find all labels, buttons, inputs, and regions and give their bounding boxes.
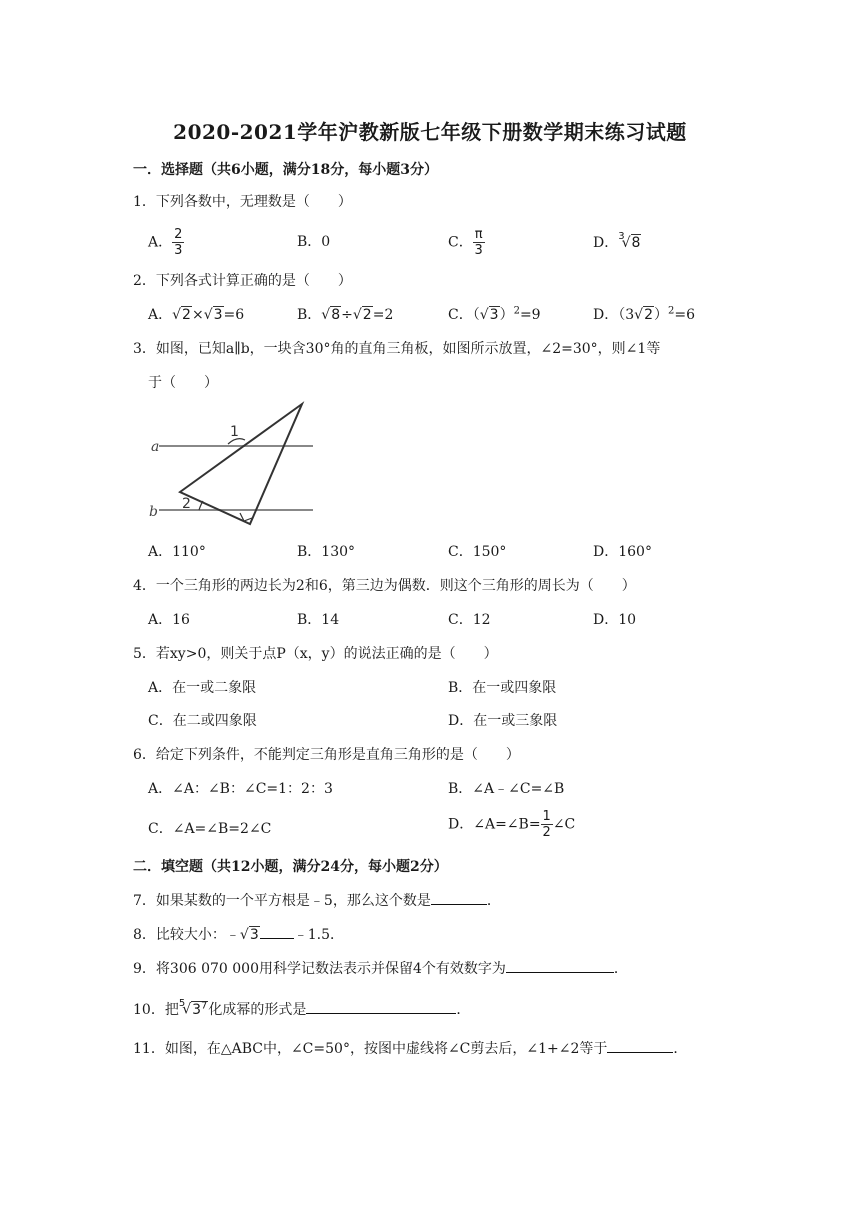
fraction: [541, 810, 553, 839]
denominator: 3: [474, 243, 483, 258]
question-text: 10．把: [133, 1002, 179, 1018]
q4-option-b[interactable]: B．14: [297, 612, 340, 628]
numerator: π: [474, 227, 483, 242]
option-label: C．（: [448, 307, 480, 323]
result: =9: [519, 307, 541, 323]
exponent: 7: [201, 1000, 208, 1012]
denominator: 2: [542, 825, 551, 840]
question-text: 7．如果某数的一个平方根是﹣5，那么这个数是: [133, 893, 431, 909]
exponent: 2: [667, 305, 675, 317]
q1-option-a[interactable]: [148, 228, 184, 257]
radical: √3: [479, 307, 499, 323]
question-text: 8．比较大小：﹣: [133, 927, 240, 943]
option-label: D．（3: [593, 307, 635, 323]
radicand: 2: [362, 307, 372, 323]
answer-blank[interactable]: [431, 890, 487, 905]
answer-blank[interactable]: [506, 958, 614, 973]
option-label: B．: [297, 307, 322, 323]
base: 3: [192, 1002, 202, 1018]
q1-option-b[interactable]: B．0: [297, 234, 331, 250]
operator: ×: [191, 307, 204, 323]
result: =2: [372, 307, 394, 323]
angle-c: ∠C: [552, 816, 576, 833]
question-3-stem-line2: 于（ ）: [148, 375, 218, 391]
q5-option-d[interactable]: D．在一或三象限: [448, 713, 558, 729]
period: ．: [673, 1041, 688, 1057]
numerator: 2: [174, 227, 183, 242]
question-4-stem: 4．一个三角形的两边长为2和6，第三边为偶数．则这个三角形的周长为（ ）: [133, 578, 636, 594]
question-text: 9．将306 070 000用科学记数法表示并保留4个有效数字为: [133, 961, 506, 977]
option-label: A．: [148, 234, 173, 251]
radicand: 8: [631, 235, 641, 251]
option-label: A．: [148, 307, 173, 323]
question-3-stem-line1: 3．如图，已知a∥b，一块含30°角的直角三角板，如图所示放置，∠2=30°，则∠1等: [133, 341, 661, 357]
q3-option-c[interactable]: C．150°: [448, 544, 507, 560]
q4-option-d[interactable]: D．10: [593, 612, 637, 628]
q6-option-d[interactable]: [448, 810, 575, 839]
label-b: b: [149, 504, 158, 520]
label-a: a: [151, 439, 160, 455]
paren: ）: [653, 307, 668, 323]
radicand: [191, 1001, 208, 1018]
q3-figure: [145, 400, 325, 530]
question-6-stem: 6．给定下列条件，不能判定三角形是直角三角形的是（ ）: [133, 747, 520, 763]
question-7: [133, 890, 501, 910]
radicand: 3: [489, 307, 499, 323]
q3-option-d[interactable]: D．160°: [593, 544, 652, 560]
radical: √2: [634, 307, 653, 323]
period: ．: [486, 893, 501, 909]
question-text: 11．如图，在△ABC中，∠C=50°，按图中虚线将∠C剪去后，∠1+∠2等于: [133, 1041, 608, 1057]
numerator: 1: [542, 809, 551, 824]
q2-option-b[interactable]: [297, 304, 393, 324]
q6-option-a[interactable]: A．∠A：∠B：∠C=1：2：3: [148, 781, 333, 797]
radical: √8: [321, 307, 341, 323]
question-1-stem: 1．下列各数中，无理数是（ ）: [133, 194, 352, 210]
option-label: D．: [593, 235, 619, 251]
page-title: 2020-2021学年沪教新版七年级下册数学期末练习试题: [173, 120, 687, 144]
radical: $√3^7$: [182, 1000, 208, 1018]
question-10: [133, 998, 470, 1019]
radical: √3: [239, 927, 259, 943]
q4-option-c[interactable]: C．12: [448, 612, 491, 628]
q4-option-a[interactable]: A．16: [148, 612, 190, 628]
option-label: C．: [448, 234, 473, 251]
q1-option-d[interactable]: [593, 231, 641, 252]
radicand: 2: [644, 307, 653, 323]
q5-option-a[interactable]: A．在一或二象限: [148, 680, 257, 696]
q6-option-c[interactable]: C．∠A=∠B=2∠C: [148, 821, 272, 837]
result: =6: [223, 307, 245, 323]
radicand: 3: [213, 307, 223, 323]
radicand: 3: [249, 927, 259, 943]
root-index: 5: [178, 998, 186, 1009]
radical: √8: [621, 235, 641, 251]
root-index: 3: [618, 231, 625, 242]
question-9: [133, 958, 628, 978]
q6-option-b[interactable]: B．∠A﹣∠C=∠B: [448, 781, 565, 797]
radicand: 8: [331, 307, 341, 323]
section-heading-fill: 二．填空题（共12小题，满分24分，每小题2分）: [133, 859, 448, 875]
q5-option-b[interactable]: B．在一或四象限: [448, 680, 557, 696]
section-heading-choice: 一．选择题（共6小题，满分18分，每小题3分）: [133, 162, 438, 178]
period: ．: [456, 1002, 471, 1018]
answer-blank[interactable]: [260, 924, 294, 939]
q1-option-c[interactable]: [448, 228, 485, 257]
radicand: 2: [182, 307, 191, 323]
q2-option-c[interactable]: [448, 304, 541, 324]
answer-blank[interactable]: [607, 1038, 673, 1053]
q2-option-d[interactable]: [593, 304, 695, 324]
answer-blank[interactable]: [306, 999, 456, 1014]
label-angle-1: 1: [230, 424, 239, 440]
question-text: 化成幂的形式是: [208, 1002, 307, 1018]
period: ．: [613, 961, 628, 977]
radical: √2: [172, 307, 191, 323]
triangle-ruler: [180, 404, 302, 524]
q3-option-a[interactable]: A．110°: [148, 544, 206, 560]
option-label: D．∠A=∠B=: [448, 816, 541, 833]
result: =6: [674, 307, 695, 323]
fraction: [473, 228, 485, 257]
comparison-value: ﹣1.5．: [293, 927, 345, 943]
q2-option-a[interactable]: [148, 304, 244, 324]
question-2-stem: 2．下列各式计算正确的是（ ）: [133, 273, 352, 289]
radical: √3: [203, 307, 223, 323]
question-11: [133, 1038, 687, 1058]
exponent: 2: [513, 305, 520, 317]
question-5-stem: 5．若xy>0，则关于点P（x，y）的说法正确的是（ ）: [133, 646, 498, 662]
operator: ÷: [341, 307, 353, 323]
q3-option-b[interactable]: B．130°: [297, 544, 356, 560]
question-8: [133, 924, 344, 944]
radical: √2: [352, 307, 372, 323]
q5-option-c[interactable]: C．在二或四象限: [148, 713, 257, 729]
label-angle-2: 2: [182, 496, 191, 512]
paren: ）: [499, 307, 514, 323]
fraction: [172, 228, 184, 257]
denominator: 3: [174, 243, 183, 258]
